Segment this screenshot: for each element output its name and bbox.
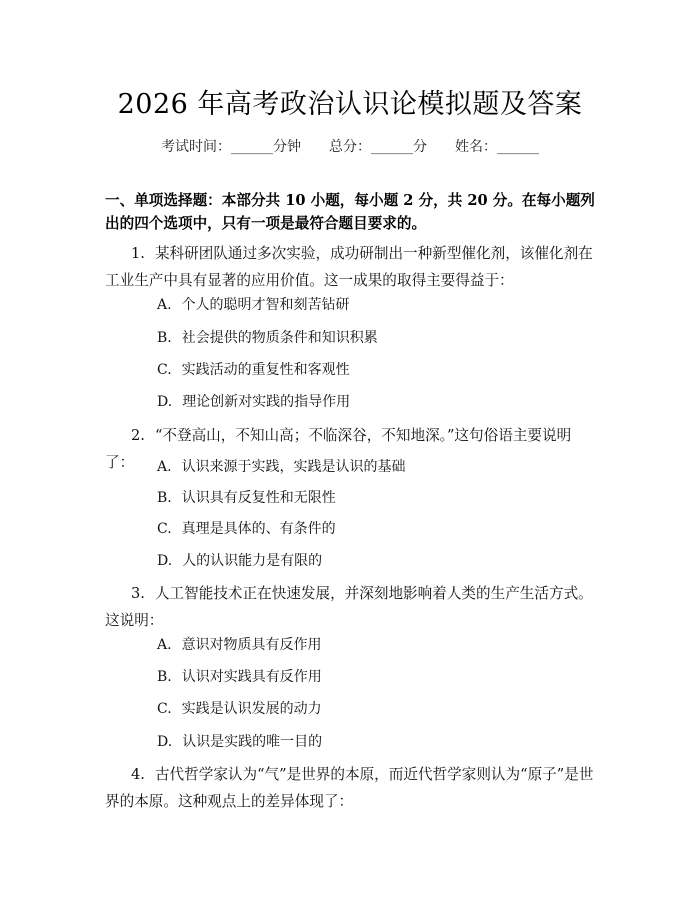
option-letter: D. [157,394,173,410]
total-score-label: 总分：______分 [329,139,427,155]
option-letter: D. [157,553,173,569]
option-letter: A. [157,459,172,475]
option-text: 实践活动的重复性和客观性 [181,362,350,378]
option-text: 意识对物质具有反作用 [181,637,322,653]
option-text: 人的认识能力是有限的 [182,553,323,569]
question-1 [105,240,595,294]
option-3b [157,666,322,686]
question-stem: 人工智能技术正在快速发展，并深刻地影响着人类的生产生活方式。这说明： [105,585,593,629]
option-2d [157,550,322,570]
option-3a [157,634,322,654]
section-heading: 一、单项选择题：本部分共 10 小题，每小题 2 分，共 20 分。在每小题列出的四个选项中，只有一项是最符合题目要求的。 [105,192,595,232]
question-number: 4. [131,766,145,783]
option-text: 认识具有反复性和无限性 [181,490,336,506]
option-letter: B. [157,490,172,506]
option-letter: B. [157,330,172,346]
question-stem: 古代哲学家认为“气”是世界的本原，而近代哲学家则认为“原子”是世界的本原。这种观点上的差异体现了： [105,766,594,810]
option-text: 认识来源于实践，实践是认识的基础 [181,459,406,475]
option-3c [157,698,322,718]
option-1c [157,359,350,379]
exam-time-label: 考试时间：______分钟 [161,139,301,155]
question-number: 2. [131,427,145,444]
option-text: 理论创新对实践的指导作用 [182,394,351,410]
question-4 [105,761,595,815]
option-1d [157,391,350,411]
option-3d [157,731,322,751]
exam-meta [0,136,700,156]
option-1b [157,327,378,347]
option-letter: C. [157,701,172,717]
question-stem: “不登高山，不知山高；不临深谷，不知地深。”这句俗语主要说明了： [105,427,572,471]
option-2a [157,456,406,476]
option-letter: B. [157,669,172,685]
option-text: 实践是认识发展的动力 [181,701,322,717]
name-label: 姓名：______ [455,139,539,155]
option-text: 个人的聪明才智和刻苦钻研 [181,297,350,313]
option-text: 真理是具体的、有条件的 [181,521,336,537]
question-3 [105,580,595,634]
option-letter: A. [157,637,172,653]
question-number: 1. [131,245,145,262]
question-stem: 某科研团队通过多次实验，成功研制出一种新型催化剂，该催化剂在工业生产中具有显著的应用价值。这一成果的取得主要得益于： [105,245,593,289]
option-text: 社会提供的物质条件和知识积累 [181,330,378,346]
option-1a [157,294,350,314]
question-number: 3. [131,585,145,602]
option-letter: C. [157,362,172,378]
option-text: 认识是实践的唯一目的 [182,734,323,750]
page-title: 2026 年高考政治认识论模拟题及答案 [117,89,583,120]
option-2b [157,487,336,507]
option-letter: C. [157,521,172,537]
option-letter: A. [157,297,172,313]
option-letter: D. [157,734,173,750]
option-text: 认识对实践具有反作用 [181,669,322,685]
option-2c [157,518,336,538]
